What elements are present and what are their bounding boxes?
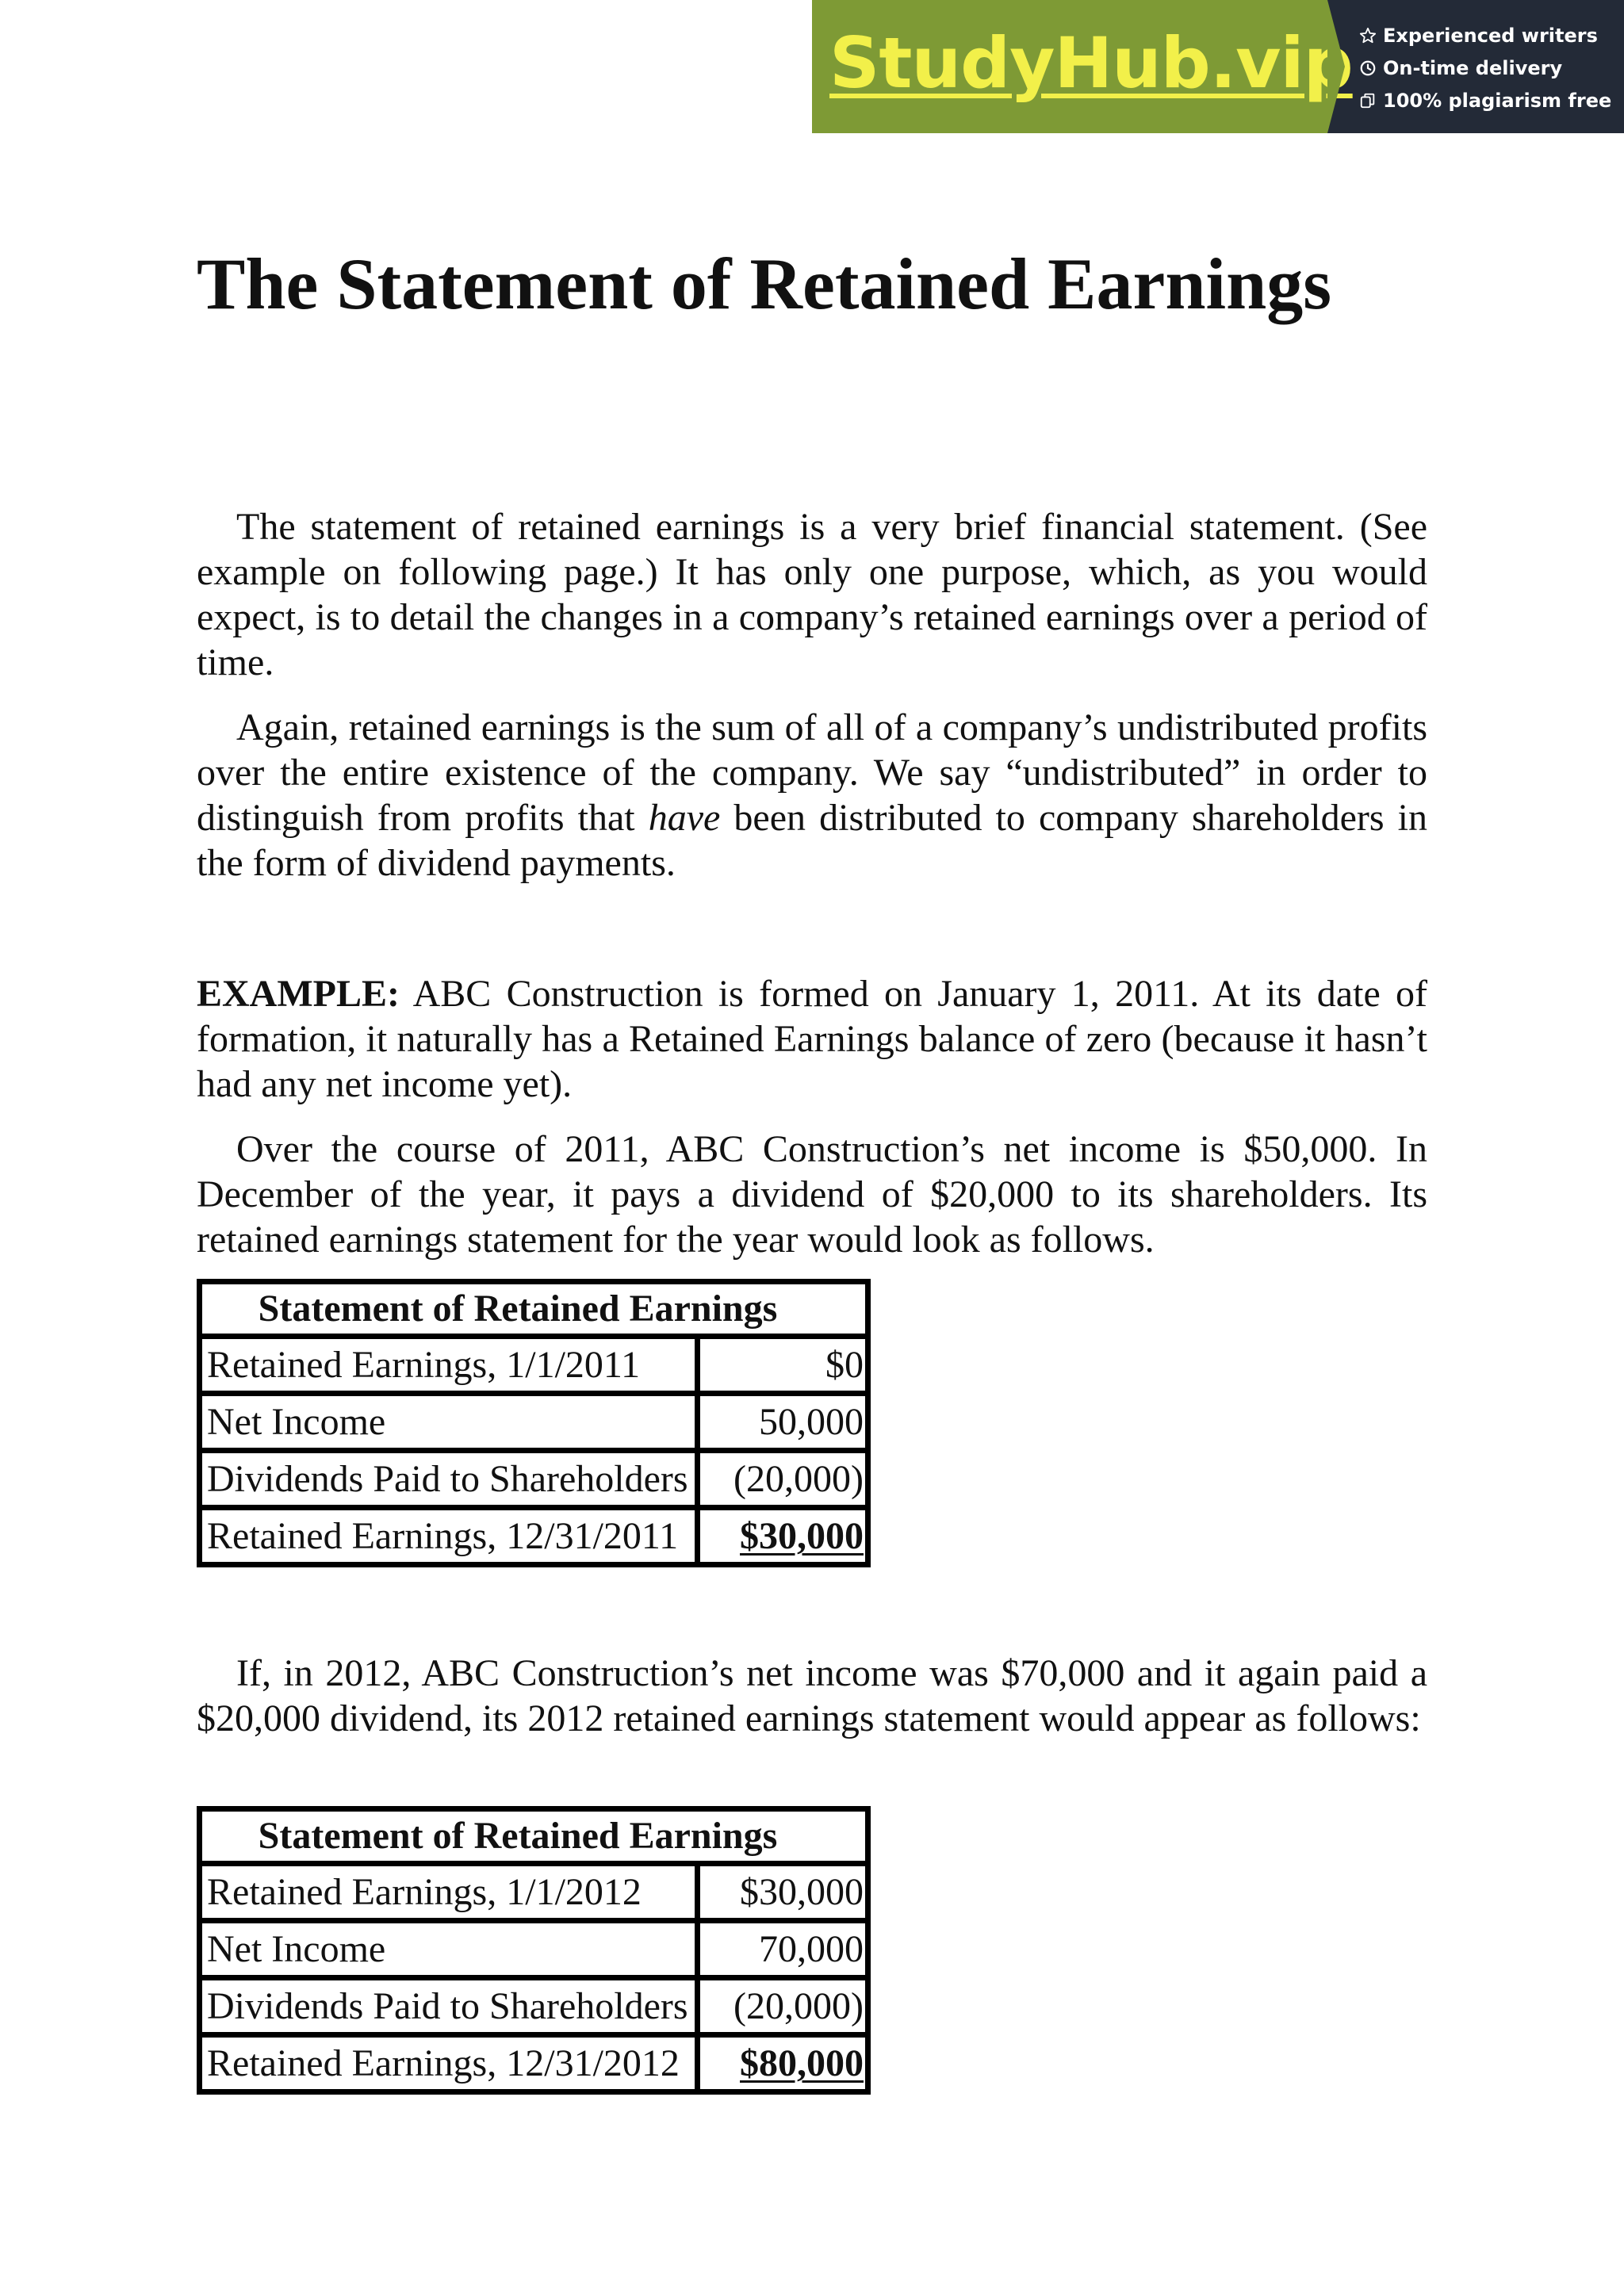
row-value: 50,000 <box>759 1401 864 1443</box>
intro-section <box>197 504 1427 886</box>
feature-plagiarism-free <box>1359 84 1624 117</box>
intro-paragraph: The statement of retained earnings is a very brief financial statement. (See example on following page.) It has only one purpose, which, as you would expect, is to detail the changes in a company’s retained earnings over a period of time. <box>197 506 1427 683</box>
row-value: (20,000) <box>733 1458 864 1500</box>
studyhub-logo[interactable] <box>812 0 1353 133</box>
retained-earnings-table-2012 <box>197 1806 871 2095</box>
example-label: EXAMPLE: <box>197 973 400 1015</box>
table-row <box>202 1980 865 2038</box>
feature-label: On-time delivery <box>1383 56 1563 79</box>
copy-icon <box>1359 92 1377 109</box>
table-heading: Statement of Retained Earnings <box>202 1284 865 1339</box>
paragraph-text: Again, retained earnings is the sum of all of a company’s undistributed profits over the entire existence of the company. We say “undistributed” in order to distinguish from profits that <box>197 706 1427 839</box>
banner-features <box>1327 0 1624 133</box>
row-label: Retained Earnings, 1/1/2012 <box>202 1866 700 1918</box>
paragraph-text: been distributed to company shareholders in the form of dividend payments. <box>197 797 1428 884</box>
total-value: $30,000 <box>740 1515 864 1557</box>
feature-on-time-delivery <box>1359 52 1624 84</box>
table-row <box>202 1923 865 1980</box>
banner-divider <box>1327 0 1345 133</box>
intro-paragraph <box>197 705 1427 886</box>
logo-text: StudyHub.vip <box>829 22 1353 104</box>
table-row <box>202 1339 865 1396</box>
page-title: The Statement of Retained Earnings <box>197 243 1332 324</box>
row-label: Dividends Paid to Shareholders <box>202 1980 700 2032</box>
table-row <box>202 2038 865 2089</box>
row-value-total <box>700 2038 865 2089</box>
row-value: $30,000 <box>740 1871 864 1913</box>
emphasis-text: have <box>648 797 721 839</box>
retained-earnings-table-2011 <box>197 1279 871 1567</box>
second-example-section <box>197 1651 1427 1741</box>
row-value: $0 <box>825 1344 864 1386</box>
example-paragraph <box>197 971 1427 1107</box>
example-followup: Over the course of 2011, ABC Construction’s net income is $50,000. In December of the year, it pays a dividend of $20,000 to its shareholders. Its retained earnings statement for the year would look as follows. <box>197 1128 1427 1261</box>
feature-label: Experienced writers <box>1383 24 1598 47</box>
clock-icon <box>1359 59 1377 77</box>
row-value-total <box>700 1510 865 1562</box>
row-label: Dividends Paid to Shareholders <box>202 1453 700 1505</box>
row-value: 70,000 <box>759 1928 864 1970</box>
studyhub-banner[interactable] <box>812 0 1624 133</box>
example-section <box>197 971 1427 1262</box>
table-row <box>202 1453 865 1510</box>
row-value: (20,000) <box>733 1985 864 2027</box>
total-value: $80,000 <box>740 2042 864 2084</box>
row-label: Net Income <box>202 1923 700 1975</box>
row-label: Retained Earnings, 12/31/2012 <box>202 2038 700 2089</box>
feature-experienced-writers <box>1359 19 1624 52</box>
feature-label: 100% plagiarism free <box>1383 89 1612 112</box>
table-row <box>202 1510 865 1562</box>
second-intro-paragraph: If, in 2012, ABC Construction’s net income was $70,000 and it again paid a $20,000 dividend, its 2012 retained earnings statement would appear as follows: <box>197 1652 1427 1739</box>
table-heading: Statement of Retained Earnings <box>202 1812 865 1866</box>
table-row <box>202 1866 865 1923</box>
example-text: ABC Construction is formed on January 1, 2011. At its date of formation, it naturally has a Retained Earnings balance of zero (because it hasn’t had any net income yet). <box>197 973 1427 1105</box>
row-label: Net Income <box>202 1396 700 1448</box>
row-label: Retained Earnings, 12/31/2011 <box>202 1510 700 1562</box>
row-label: Retained Earnings, 1/1/2011 <box>202 1339 700 1391</box>
star-icon <box>1359 27 1377 44</box>
table-row <box>202 1396 865 1453</box>
